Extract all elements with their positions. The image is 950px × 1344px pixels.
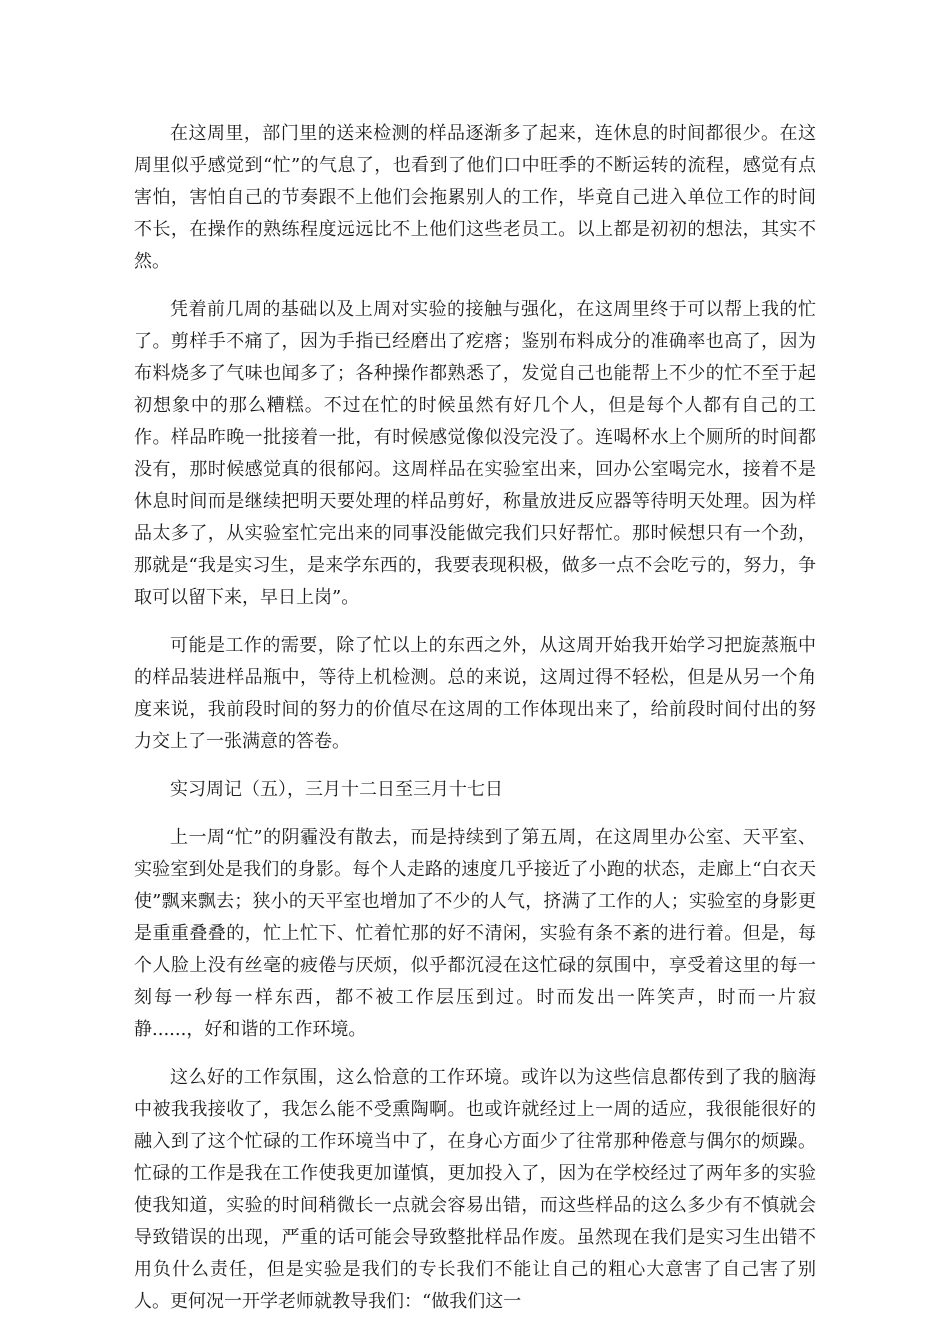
- section-heading: 实习周记（五），三月十二日至三月十七日: [170, 779, 503, 800]
- paragraph-3: 可能是工作的需要，除了忙以上的东西之外，从这周开始我开始学习把旋蒸瓶中的样品装进样品瓶中，等待上机检测。总的来说，这周过得不轻松，但是从另一个角度来说，我前段时间的努力的价值尽在这周的工作体现出来了，给前段时间付出的努力交上了一张满意的答卷。: [134, 635, 816, 752]
- paragraph-5: 这么好的工作氛围，这么恰意的工作环境。或许以为这些信息都传到了我的脑海中被我我接收了，我怎么能不受熏陶啊。也或许就经过上一周的适应，我很能很好的融入到了这个忙碌的工作环境当中了，在身心方面少了往常那种倦意与偶尔的烦躁。忙碌的工作是我在工作使我更加谨慎，更加投入了，因为在学校经过了两年多的实验使我知道，实验的时间稍微长一点就会容易出错，而这些样品的这么多少有不慎就会导致错误的出现，严重的话可能会导致整批样品作废。虽然现在我们是实习生出错不用负什么责任，但是实验是我们的专长我们不能让自己的粗心大意害了自己害了别人。更何况一开学老师就教导我们：“做我们这一: [134, 1067, 816, 1312]
- paragraph-2: 凭着前几周的基础以及上周对实验的接触与强化，在这周里终于可以帮上我的忙了。剪样手不痛了，因为手指已经磨出了疙瘩；鉴别布料成分的准确率也高了，因为布料烧多了气味也闻多了；各种操作都熟悉了，发觉自己也能帮上不少的忙不至于起初想象中的那么糟糕。不过在忙的时候虽然有好几个人，但是每个人都有自己的工作。样品昨晚一批接着一批，有时候感觉像似没完没了。连喝杯水上个厕所的时间都没有，那时候感觉真的很郁闷。这周样品在实验室出来，回办公室喝完水，接着不是休息时间而是继续把明天要处理的样品剪好，称量放进反应器等待明天处理。因为样品太多了，从实验室忙完出来的同事没能做完我们只好帮忙。那时候想只有一个劲，那就是“我是实习生，是来学东西的，我要表现积极，做多一点不会吃亏的，努力，争取可以留下来，早日上岗”。: [134, 299, 816, 608]
- paragraph-1: 在这周里，部门里的送来检测的样品逐渐多了起来，连休息的时间都很少。在这周里似乎感觉到“忙”的气息了，也看到了他们口中旺季的不断运转的流程，感觉有点害怕，害怕自己的节奏跟不上他们会拖累别人的工作，毕竟自己进入单位工作的时间不长，在操作的熟练程度远远比不上他们这些老员工。以上都是初初的想法，其实不然。: [134, 123, 816, 272]
- document-body: [134, 118, 816, 1334]
- paragraph-4: 上一周“忙”的阴霾没有散去，而是持续到了第五周，在这周里办公室、天平室、实验室到处是我们的身影。每个人走路的速度几乎接近了小跑的状态，走廊上“白衣天使”飘来飘去；狭小的天平室也增加了不少的人气，挤满了工作的人；实验室的身影更是重重叠叠的，忙上忙下、忙着忙那的好不清闲，实验有条不紊的进行着。但是，每个人脸上没有丝毫的疲倦与厌烦，似乎都沉浸在这忙碌的氛围中，享受着这里的每一刻每一秒每一样东西，都不被工作层压到过。时而发出一阵笑声，时而一片寂静......，好和谐的工作环境。: [134, 827, 816, 1040]
